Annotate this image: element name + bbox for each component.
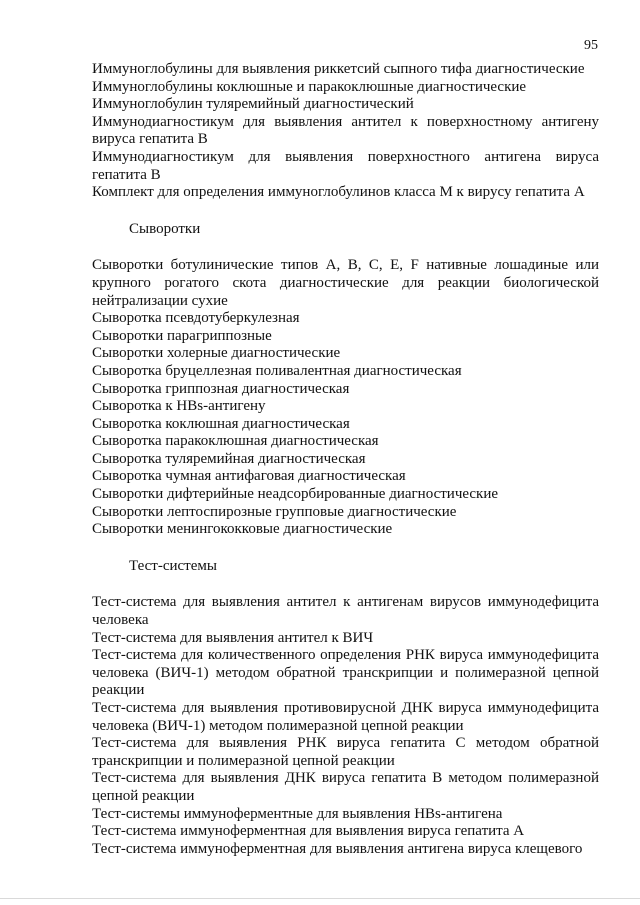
- sera-heading: Сыворотки: [129, 220, 201, 237]
- list-item: Сыворотки менингококковые диагностические: [92, 521, 393, 538]
- list-item: Тест-система для количественного определения РНК вируса иммунодефицита человека (ВИЧ-1) методом обратной транскрипции и полимеразной цепной реакции: [92, 647, 599, 699]
- list-item: Тест-система для выявления антител к ВИЧ: [92, 629, 374, 646]
- list-item: Сыворотка коклюшная диагностическая: [92, 415, 350, 432]
- immunoglobulin-list: [92, 61, 599, 202]
- page-number: 95: [584, 38, 598, 53]
- list-item: Тест-система для выявления противовирусной ДНК вируса иммунодефицита человека (ВИЧ-1) методом полимеразной цепной реакции: [92, 700, 599, 734]
- list-item: Сыворотка чумная антифаговая диагностическая: [92, 468, 406, 485]
- list-item: Сыворотки лептоспирозные групповые диагностические: [92, 503, 457, 520]
- list-item: Сыворотка гриппозная диагностическая: [92, 380, 350, 397]
- list-item: Тест-система иммуноферментная для выявления антигена вируса клещевого: [92, 840, 583, 857]
- list-item: Иммуноглобулины коклюшные и паракоклюшные диагностические: [92, 78, 527, 95]
- list-item: Сыворотка к HBs-антигену: [92, 398, 266, 415]
- list-item: Тест-система для выявления РНК вируса гепатита С методом обратной транскрипции и полимеразной цепной реакции: [92, 735, 599, 769]
- list-item: Сыворотки холерные диагностические: [92, 345, 341, 362]
- list-item: Сыворотки парагриппозные: [92, 327, 272, 344]
- list-item: Тест-системы иммуноферментные для выявления HBs-антигена: [92, 805, 503, 822]
- list-item: Сыворотка бруцеллезная поливалентная диагностическая: [92, 362, 462, 379]
- list-item: Тест-система для выявления антител к антигенам вирусов иммунодефицита человека: [92, 594, 599, 629]
- list-item: Тест-система иммуноферментная для выявления вируса гепатита А: [92, 823, 525, 840]
- test-systems-list: [92, 594, 599, 858]
- list-item: Сыворотка псевдотуберкулезная: [92, 310, 300, 327]
- list-item: Иммунодиагностикум для выявления антител к поверхностному антигену вируса гепатита В: [92, 113, 599, 148]
- list-item: Иммуноглобулины для выявления риккетсий сыпного тифа диагностические: [92, 61, 585, 77]
- list-item: Иммунодиагностикум для выявления поверхностного антигена вируса гепатита В: [92, 148, 599, 183]
- list-item: Иммуноглобулин туляремийный диагностический: [92, 96, 414, 113]
- list-item: Сыворотки ботулинические типов А, В, С, Е, F нативные лошадиные или крупного рогатого скота диагностические для реакции биологической нейтрализации сухие: [92, 257, 599, 309]
- sera-list: [92, 257, 599, 539]
- page-content: [92, 61, 599, 858]
- page-bottom-edge: [0, 898, 640, 899]
- list-item: Сыворотка паракоклюшная диагностическая: [92, 433, 379, 450]
- list-item: Тест-система для выявления ДНК вируса гепатита В методом полимеразной цепной реакции: [92, 770, 599, 804]
- test-systems-heading: Тест-системы: [129, 557, 217, 574]
- list-item: Сыворотки дифтерийные неадсорбированные диагностические: [92, 486, 499, 503]
- list-item: Сыворотка туляремийная диагностическая: [92, 450, 366, 467]
- list-item: Комплект для определения иммуноглобулинов класса М к вирусу гепатита А: [92, 184, 585, 201]
